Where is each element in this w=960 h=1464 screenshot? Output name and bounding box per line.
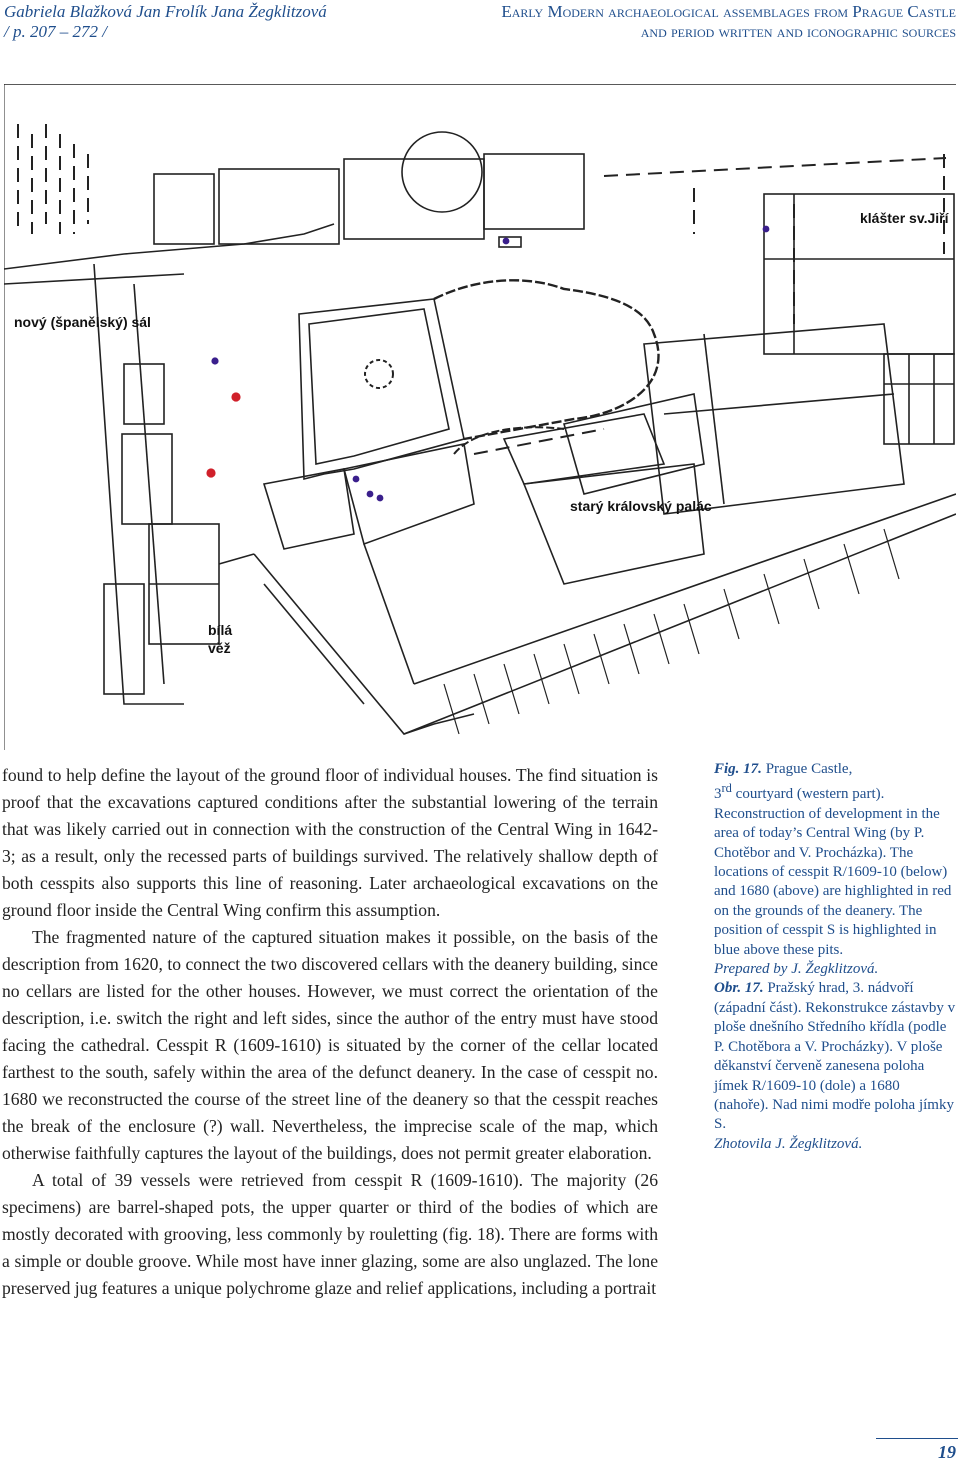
body-paragraph-3: A total of 39 vessels were retrieved from cesspit R (1609-1610). The majority (26 specimens) are barrel-shaped pots, the upper quarter or third of the bodies of which are mostly decorated with grooving, less commonly by rouletting (fig. 18). There are forms with a simple or double groove. While most have inner glazing, some are also unglazed. The lone preserved jug features a unique polychrome glaze and relief applications, including a portrait [2,1170,658,1298]
header-title-line2: and period written and iconographic sources [640,22,956,41]
blue-point-marker [377,495,384,502]
page-number-rule [876,1438,958,1439]
blue-point-marker [503,238,510,245]
caption-english [714,760,958,960]
running-header-authors [4,2,424,42]
map-label-bila: bílá [208,622,233,638]
header-title-line1: Early Modern archaeological assemblages from Prague Castle [501,2,956,21]
caption-fig-label: Fig. 17. [714,761,762,777]
site-plan-drawing [4,84,956,750]
caption-en-text: courtyard (western part). Reconstruction of development in the area of today’s Central Wing (by P. Chotěbor and V. Procházka). The locations of cesspit R/1609-10 (below) and 1680 (above) are highlighted in red on the grounds of the deanery. The position of cesspit S is highlighted in blue above these pits. [714,786,952,958]
caption-cs-text: Pražský hrad, 3. nádvoří (západní část). Rekonstrukce zástavby v ploše dnešního Středního křídla (podle P. Chotěbora a V. Procházky). V ploše děkanství červeně zanesena poloha jímek R/1609-10 (dole) a 1680 (nahoře). Nad nimi modře poloha jímky S. [714,980,956,1133]
map-label-klaster: klášter sv.Jiří [860,210,949,226]
header-authors: Gabriela Blažková Jan Frolík Jana Žegklitzová [4,2,327,21]
caption-czech [714,979,958,1134]
caption-obr-label: Obr. 17. [714,980,764,997]
blue-point-marker [353,476,360,483]
body-text [2,762,658,1302]
body-paragraph-1: found to help define the layout of the ground floor of individual houses. The find situation is proof that the excavations captured conditions after the substantial lowering of the terrain that was likely carried out in connection with the construction of the Central Wing in 1642-3; as a result, only the recessed parts of buildings survived. The relatively shallow depth of both cesspits also supports this line of reasoning. Later archaeological excavations on the ground floor inside the Central Wing confirm this assumption. [2,765,658,920]
cesspit-s-marker [211,357,218,364]
header-pages: / p. 207 – 272 / [4,22,107,41]
caption-en-line1: Prague Castle, [761,761,853,777]
caption-en-prepared: Prepared by J. Žegklitzová. [714,961,879,978]
cesspit-1680-marker [231,392,240,401]
figure-caption [714,760,958,1154]
blue-point-marker [367,491,374,498]
map-label-novy-sal: nový (španělský) sál [14,314,151,330]
body-paragraph-2: The fragmented nature of the captured situation makes it possible, on the basis of the description from 1620, to connect the two discovered cellars with the deanery building, since no cellars are listed for the other houses. However, we must correct the orientation of the description, i.e. switch the right and left sides, since the author of the entry must have stood facing the cathedral. Cesspit R (1609-1610) is situated by the corner of the cellar located farthest to the south, safely within the area of the defunct deanery. In the case of cesspit no. 1680 we reconstructed the course of the street line of the deanery so that the cesspit reaches the break of the enclosure (?) wall. Nevertheless, the imprecise scale of the map, which otherwise faithfully captures the layout of the buildings, does not permit greater elaboration. [2,927,658,1163]
running-header-title [396,2,956,42]
map-label-stary-palac: starý královský palác [570,498,712,514]
caption-en-sup: rd [721,781,732,796]
map-label-vez: věž [208,640,231,656]
caption-en-courtyard-num: 3 [714,786,722,803]
cesspit-r-marker [206,468,215,477]
blue-point-marker [763,226,770,233]
page-number: 19 [938,1442,956,1462]
site-plan-figure [4,84,956,750]
caption-cs-prepared: Zhotovila J. Žegklitzová. [714,1135,863,1152]
